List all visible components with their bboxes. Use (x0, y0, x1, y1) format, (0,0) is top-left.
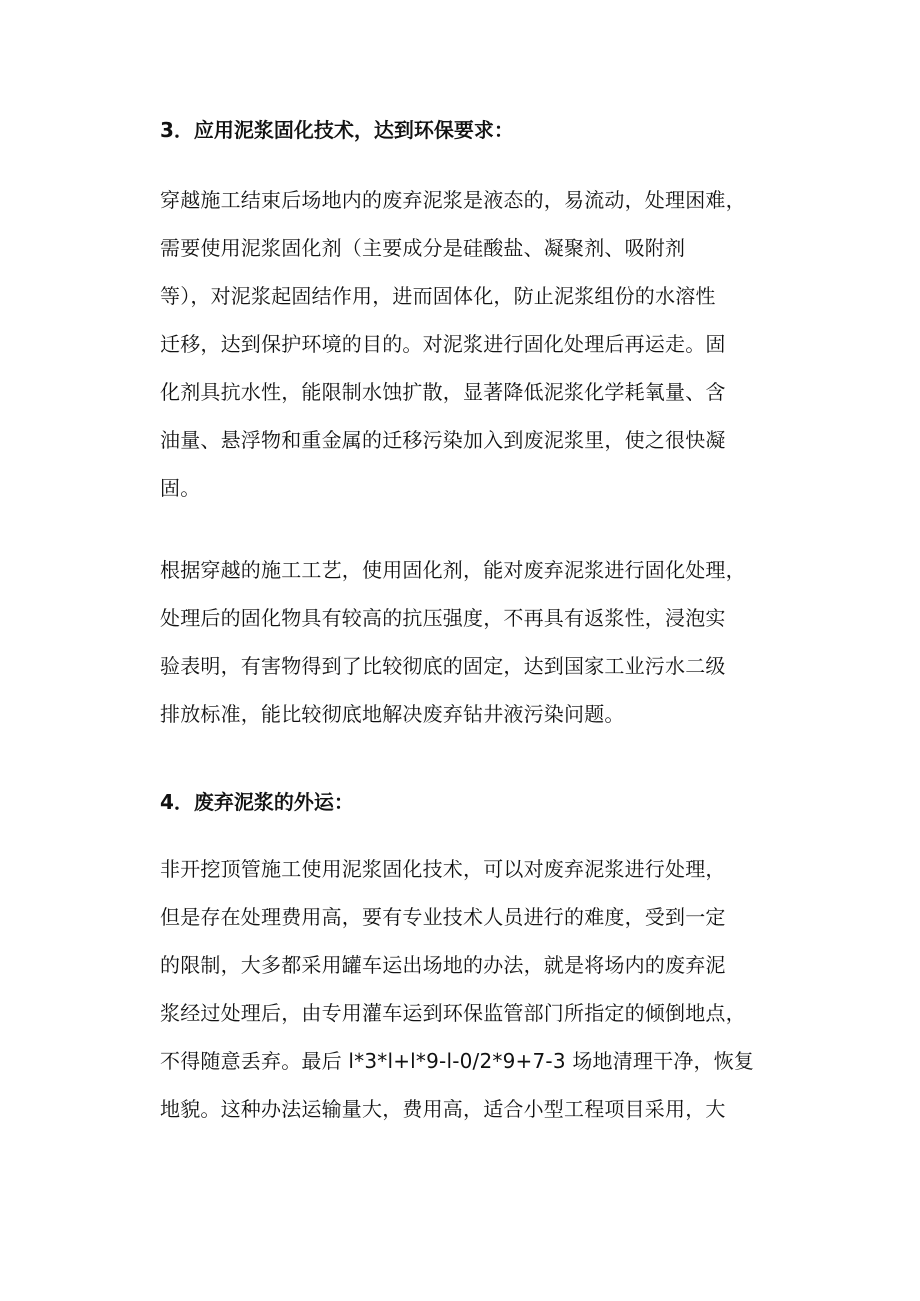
text-line: 的限制，大多都采用罐车运出场地的办法，就是将场内的废弃泥 (160, 953, 726, 977)
text-line: 穿越施工结束后场地内的废弃泥浆是液态的，易流动，处理困难， (160, 188, 746, 212)
text-line: 地貌。这种办法运输量大，费用高，适合小型工程项目采用，大 (160, 1097, 726, 1121)
text-line: 处理后的固化物具有较高的抗压强度，不再具有返浆性，浸泡实 (160, 606, 726, 630)
text-line: 根据穿越的施工工艺，使用固化剂，能对废弃泥浆进行固化处理， (160, 558, 746, 582)
text-line: 等），对泥浆起固结作用，进而固体化，防止泥浆组份的水溶性 (160, 284, 716, 308)
text-line: 迁移，达到保护环境的目的。对泥浆进行固化处理后再运走。固 (160, 332, 726, 356)
text-line: 化剂具抗水性，能限制水蚀扩散，显著降低泥浆化学耗氧量、含 (160, 380, 726, 404)
section-3-heading: 3．应用泥浆固化技术，达到环保要求： (160, 118, 514, 142)
section-3-paragraph-2 (160, 546, 770, 738)
section-4-paragraph-1 (160, 845, 770, 1133)
text-line: 不得随意丢弃。最后 l*3*l+l*9-l-0/2*9+7-3 场地清理干净，恢复 (160, 1049, 755, 1073)
text-line: 油量、悬浮物和重金属的迁移污染加入到废泥浆里，使之很快凝 (160, 428, 726, 452)
text-line: 但是存在处理费用高，要有专业技术人员进行的难度，受到一定 (160, 905, 726, 929)
text-line: 需要使用泥浆固化剂（主要成分是硅酸盐、凝聚剂、吸附剂 (160, 236, 686, 260)
text-line: 非开挖顶管施工使用泥浆固化技术，可以对废弃泥浆进行处理， (160, 857, 726, 881)
text-line: 验表明，有害物得到了比较彻底的固定，达到国家工业污水二级 (160, 654, 726, 678)
text-line: 固。 (160, 476, 201, 500)
section-3-paragraph-1 (160, 176, 770, 512)
text-line: 排放标准，能比较彻底地解决废弃钻井液污染问题。 (160, 702, 625, 726)
section-4-heading: 4．废弃泥浆的外运： (160, 790, 354, 814)
text-line: 浆经过处理后，由专用灌车运到环保监管部门所指定的倾倒地点， (160, 1001, 746, 1025)
